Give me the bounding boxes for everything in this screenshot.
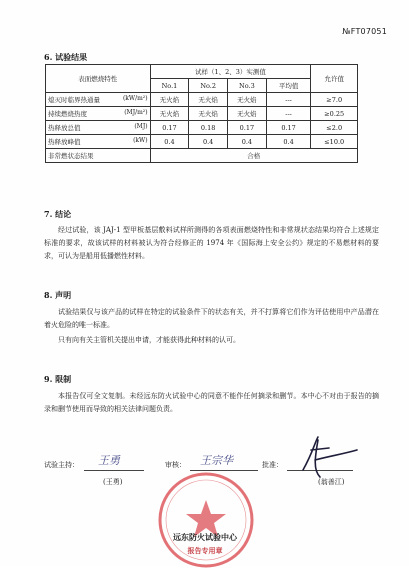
row-unit: (kW)	[133, 137, 148, 144]
header-property: 表面燃烧特性	[46, 65, 151, 93]
tester-signature-line	[84, 470, 144, 471]
header-allowed: 允许值	[311, 65, 358, 93]
cell-avg: ---	[266, 107, 311, 121]
row-label: 持续燃烧热度	[48, 110, 87, 118]
cell-allowed: ≤2.0	[311, 121, 358, 135]
stamp-sub-text: 报告专用章	[187, 547, 223, 555]
tester-signature: 王勇	[98, 454, 120, 467]
table-row	[46, 135, 358, 149]
cell-avg: 0.17	[266, 121, 311, 135]
last-row-label: 非常燃状态结果	[46, 149, 151, 163]
header-avg: 平均值	[266, 79, 311, 93]
cell-v3: 无火焰	[228, 107, 267, 121]
section-8-title: 8. 声明	[44, 290, 72, 300]
section-7-text: 经过试验，该 JAJ-1 型甲板基层敷料试样所测得的各项表面燃烧特性和非常规状态结果均符合上述规定标准的要求，故该试样的材料被认为符合经修正的 1974 年《国际海上安全公约》规定的不易燃材料的要求，可认为是船用低播燃性材料。	[44, 226, 379, 260]
table-row	[46, 149, 358, 163]
tester-name: (王勇)	[103, 478, 123, 486]
cell-v2: 0.4	[189, 135, 228, 149]
document-number: №FT07051	[342, 27, 387, 36]
section-6-title: 6. 试验结果	[44, 52, 88, 62]
results-table	[45, 64, 358, 163]
cell-allowed: ≥0.25	[311, 107, 358, 121]
section-7-title: 7. 结论	[44, 209, 72, 219]
table-row	[46, 121, 358, 135]
table-row	[46, 93, 358, 107]
cell-v1: 无火焰	[150, 107, 189, 121]
section-8-text-2: 只有向有关主管机关提出申请，才能获得此种材料的认可。	[58, 336, 240, 344]
cell-avg: 0.4	[266, 135, 311, 149]
cell-v3: 0.17	[228, 121, 267, 135]
cell-v1: 0.17	[150, 121, 189, 135]
section-9-title: 9. 限制	[44, 374, 72, 384]
cell-v2: 0.18	[189, 121, 228, 135]
header-tests: 试样（1、2、3）实测值	[150, 65, 311, 79]
header-no2: No.2	[189, 79, 228, 93]
cell-v1: 0.4	[150, 135, 189, 149]
reviewer-label: 审核：	[165, 461, 186, 469]
stamp-center-text: 远东防火试验中心	[173, 533, 237, 542]
approver-name: (翁善江)	[318, 478, 345, 486]
cell-allowed: ≤10.0	[311, 135, 358, 149]
section-8-text-1: 试验结果仅与该产品的试样在特定的试验条件下的状态有关，并不打算将它们作为评估使用中产品潜在着火危险的唯一标准。	[44, 308, 379, 329]
section-9-text: 本报告仅可全文复制。未经远东防火试验中心的同意不能作任何摘录和删节。本中心不对由于报告的摘录和删节使用而导致的相关法律问题负责。	[44, 392, 379, 413]
table-row	[46, 107, 358, 121]
cell-v1: 无火焰	[150, 93, 189, 107]
row-unit: (MJ)	[134, 123, 148, 130]
reviewer-signature: 王宗华	[200, 454, 233, 467]
row-label: 热释放总值	[48, 124, 81, 132]
cell-v3: 0.4	[228, 135, 267, 149]
row-unit: (MJ/m²)	[124, 109, 148, 116]
row-unit: (kW/m²)	[122, 95, 148, 102]
cell-v2: 无火焰	[189, 93, 228, 107]
header-no3: No.3	[228, 79, 267, 93]
cell-v3: 无火焰	[228, 93, 267, 107]
cell-allowed: ≥7.0	[311, 93, 358, 107]
approver-signature	[285, 432, 365, 482]
cell-v2: 无火焰	[189, 107, 228, 121]
row-label: 热释放峰值	[48, 138, 81, 146]
cell-avg: ---	[266, 93, 311, 107]
header-no1: No.1	[150, 79, 189, 93]
approver-label: 批准：	[262, 461, 283, 469]
tester-label: 试验主持：	[44, 461, 79, 469]
last-row-value: 合格	[150, 149, 357, 163]
row-label: 熄灭时临界热通量	[48, 96, 100, 104]
